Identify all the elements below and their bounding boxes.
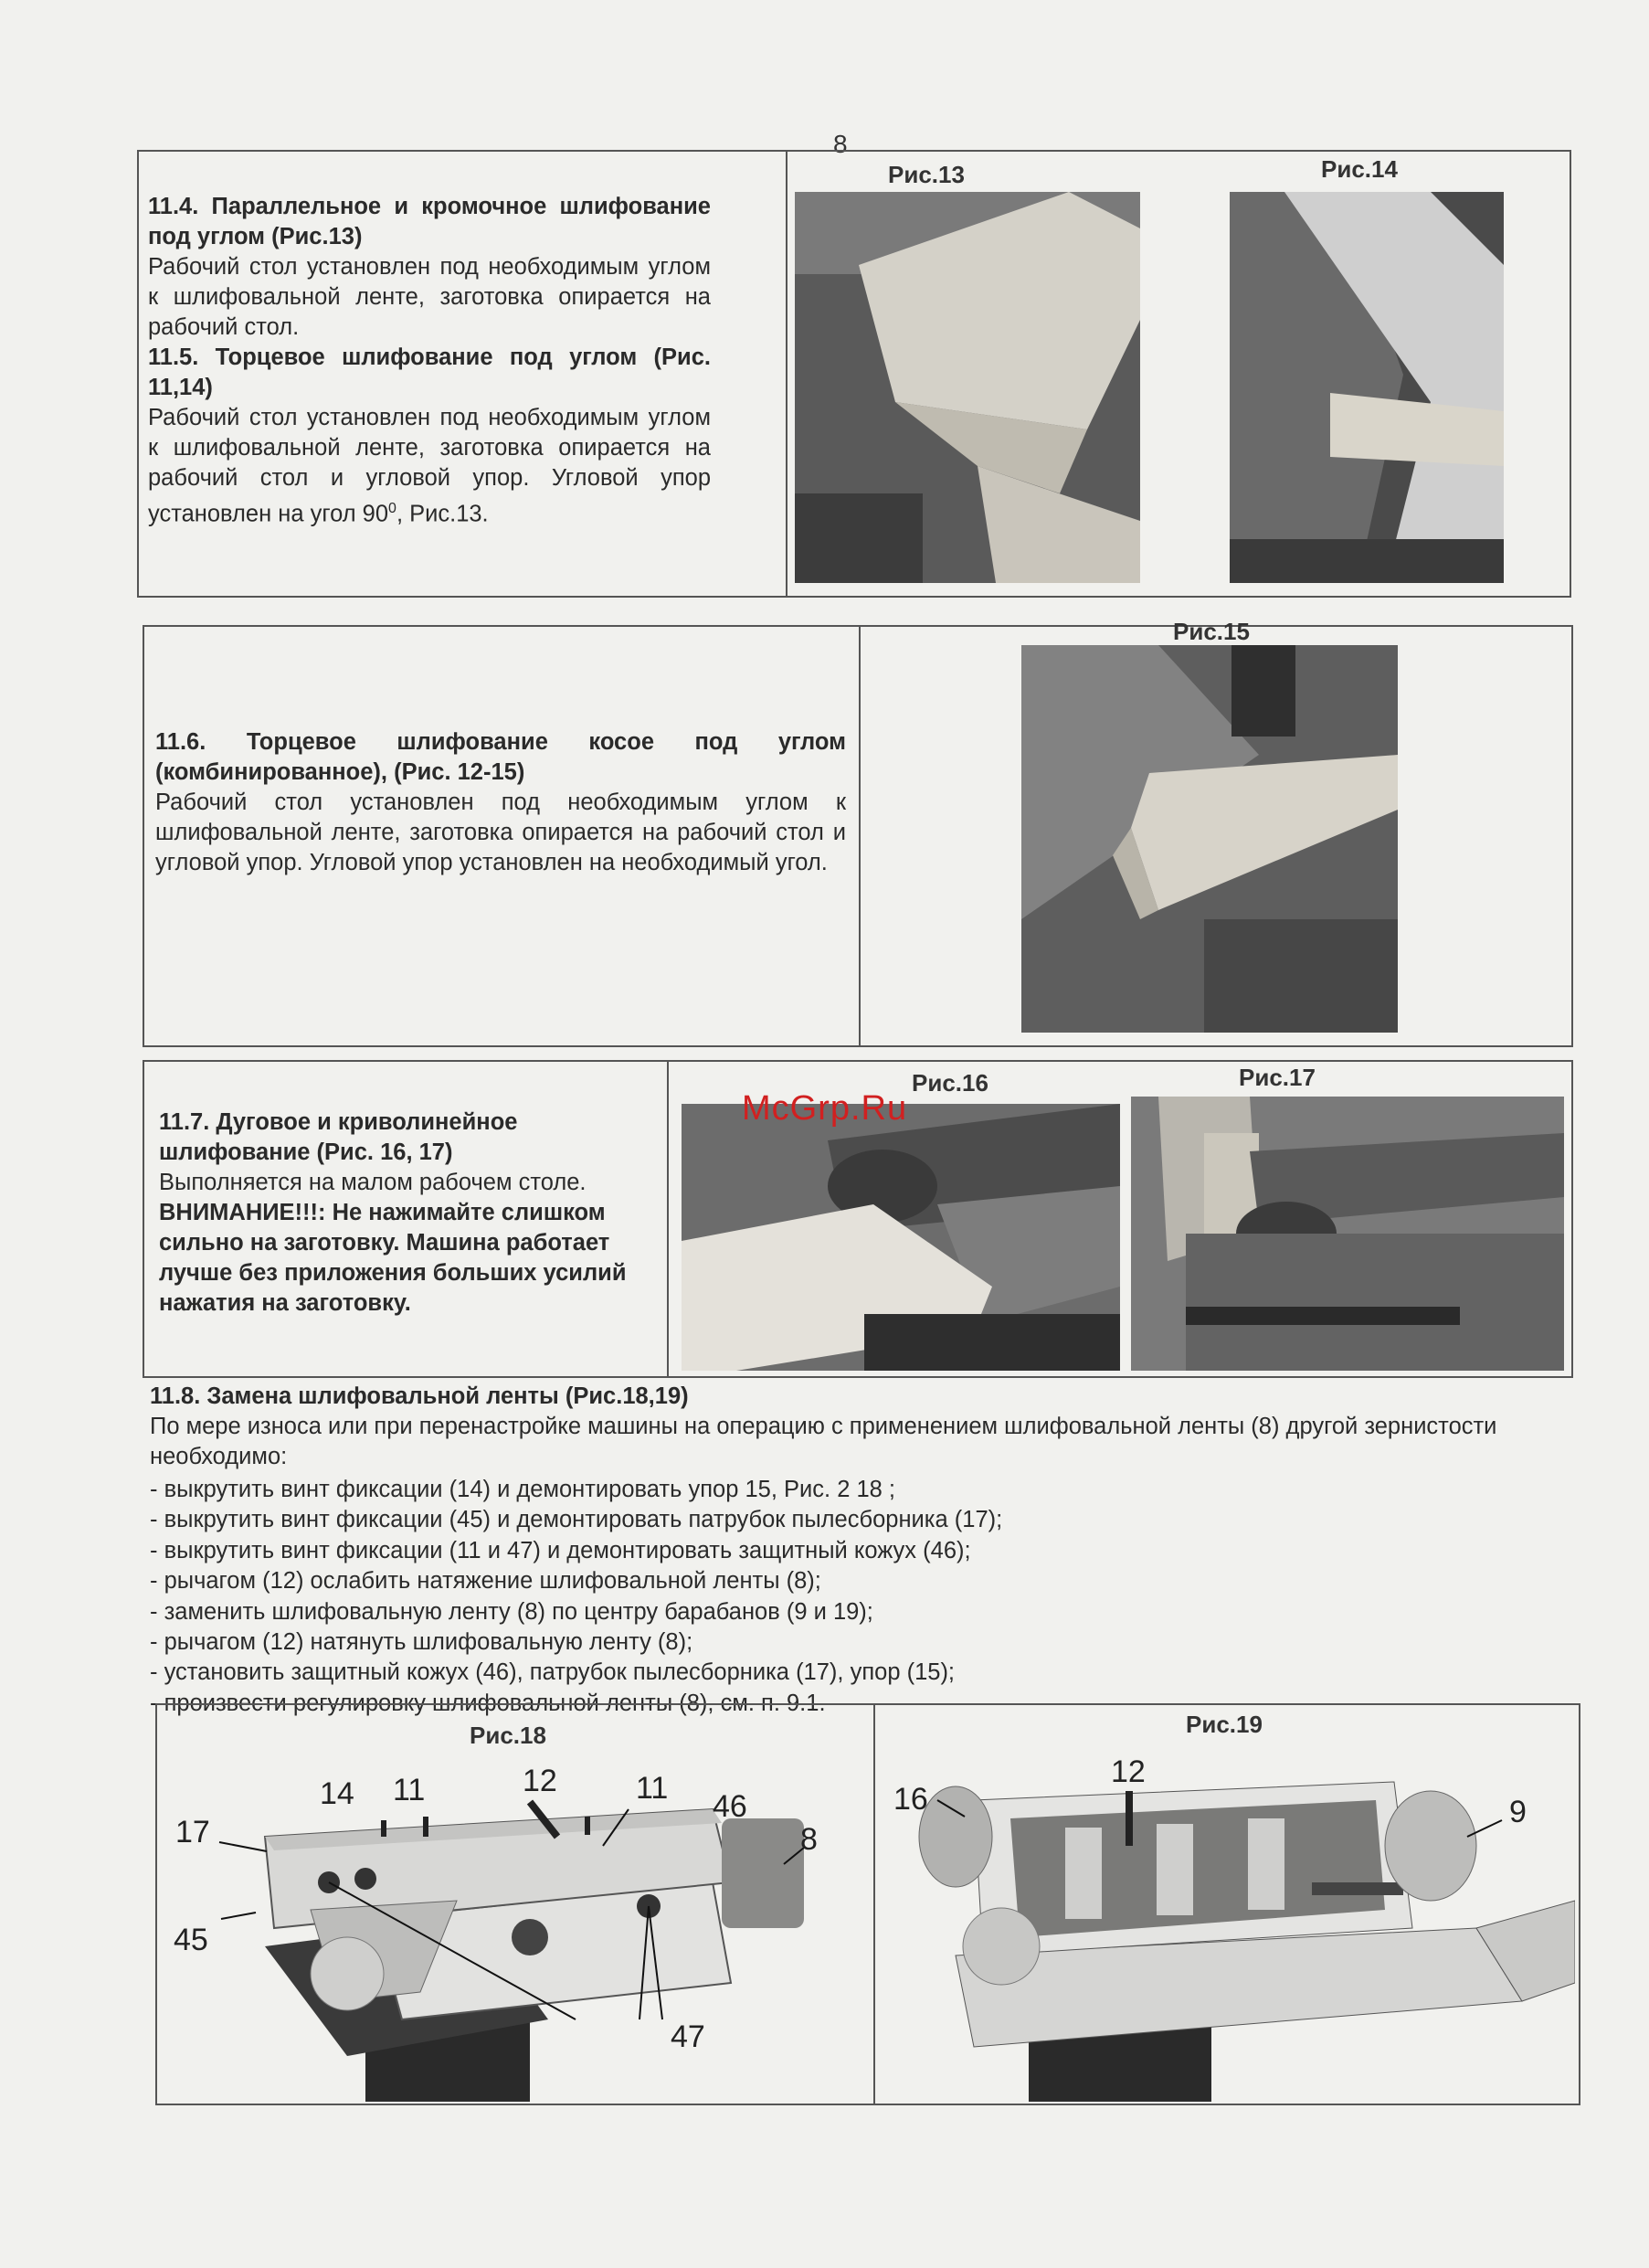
label-45: 45	[174, 1923, 208, 1957]
section-11-6	[155, 727, 846, 878]
list-item: - заменить шлифовальную ленту (8) по центру барабанов (9 и 19);	[150, 1598, 873, 1625]
photo-fig17	[1131, 1097, 1564, 1371]
list-item: - произвести регулировку шлифовальной ленты (8), см. п. 9.1.	[150, 1690, 826, 1716]
section-11-7-text: Выполняется на малом рабочем столе.	[159, 1170, 587, 1195]
caption-fig15: Рис.15	[1173, 618, 1250, 645]
label-47: 47	[671, 2019, 705, 2054]
photo-fig16	[682, 1104, 1120, 1371]
section-11-8-intro: По мере износа или при перенастройке машины на операцию с применением шлифовальной ленты (8) другой зернистости необходимо:	[150, 1414, 1497, 1469]
photo-fig13	[795, 192, 1140, 583]
list-item: - установить защитный кожух (46), патрубок пылесборника (17), упор (15);	[150, 1659, 956, 1686]
label-11a: 11	[393, 1773, 426, 1807]
section-11-7	[159, 1108, 652, 1319]
list-item: - выкрутить винт фиксации (45) и демонтировать патрубок пылесборника (17);	[150, 1507, 1003, 1533]
label-14: 14	[320, 1776, 354, 1811]
photo-fig15	[1021, 645, 1398, 1033]
caption-fig13: Рис.13	[888, 161, 965, 188]
label-16: 16	[893, 1782, 928, 1817]
label-9: 9	[1509, 1795, 1527, 1829]
caption-fig14: Рис.14	[1321, 155, 1398, 183]
caption-fig16: Рис.16	[912, 1069, 988, 1097]
section-11-7-warning: ВНИМАНИЕ!!!: Не нажимайте слишком сильно на заготовку. Машина работает лучше без приложения больших усилий нажатия на заготовку.	[159, 1200, 627, 1316]
label-17: 17	[175, 1815, 210, 1849]
section-11-5-heading: 11.5. Торцевое шлифование под углом (Рис. 11,14)	[148, 344, 711, 400]
page-number: 8	[833, 130, 848, 158]
caption-fig18: Рис.18	[470, 1722, 546, 1749]
section-11-5-body: Рабочий стол установлен под необходимым углом к шлифовальной ленте, заготовка опирается на рабочий стол и угловой упор. Угловой упор установлен на угол 90	[148, 405, 711, 527]
section-11-4-heading: 11.4. Параллельное и кромочное шлифование под углом (Рис.13)	[148, 194, 711, 249]
degree-sup: 0	[388, 501, 396, 516]
watermark: McGrp.Ru	[742, 1089, 908, 1128]
divider	[786, 150, 788, 598]
caption-fig17: Рис.17	[1239, 1064, 1316, 1091]
divider	[667, 1060, 669, 1378]
section-11-5-text	[148, 403, 711, 530]
steps-list	[150, 1475, 1002, 1719]
photo-fig19	[883, 1745, 1575, 2102]
label-12: 12	[1111, 1754, 1146, 1789]
label-11b: 11	[636, 1771, 669, 1806]
section-11-6-heading: 11.6. Торцевое шлифование косое под углом (комбинированное), (Рис. 12-15)	[155, 729, 846, 785]
list-item: - выкрутить винт фиксации (14) и демонтировать упор 15, Рис. 2 18 ;	[150, 1477, 895, 1502]
photo-fig14	[1230, 192, 1504, 583]
divider	[873, 1703, 875, 2105]
photo-fig18	[164, 1745, 859, 2102]
label-46: 46	[713, 1789, 747, 1824]
section-11-4-text: Рабочий стол установлен под необходимым углом к шлифовальной ленте, заготовка опирается на рабочий стол.	[148, 254, 711, 340]
section-11-7-heading: 11.7. Дуговое и криволинейное шлифование (Рис. 16, 17)	[159, 1109, 518, 1165]
label-12: 12	[523, 1764, 557, 1798]
divider	[859, 625, 861, 1047]
list-item: - рычагом (12) ослабить натяжение шлифовальной ленты (8);	[150, 1568, 821, 1595]
section-11-5-tail: , Рис.13.	[396, 501, 489, 527]
label-8: 8	[800, 1822, 818, 1857]
section-11-8-heading: 11.8. Замена шлифовальной ленты (Рис.18,19)	[150, 1383, 689, 1409]
list-item: - выкрутить винт фиксации (11 и 47) и демонтировать защитный кожух (46);	[150, 1537, 971, 1563]
section-11-6-text: Рабочий стол установлен под необходимым углом к шлифовальной ленте, заготовка опирается на рабочий стол и угловой упор. Угловой упор установлен на необходимый угол.	[155, 790, 846, 875]
list-item: - рычагом (12) натянуть шлифовальную ленту (8);	[150, 1629, 693, 1656]
section-11-4	[148, 192, 711, 530]
caption-fig19: Рис.19	[1186, 1711, 1263, 1738]
